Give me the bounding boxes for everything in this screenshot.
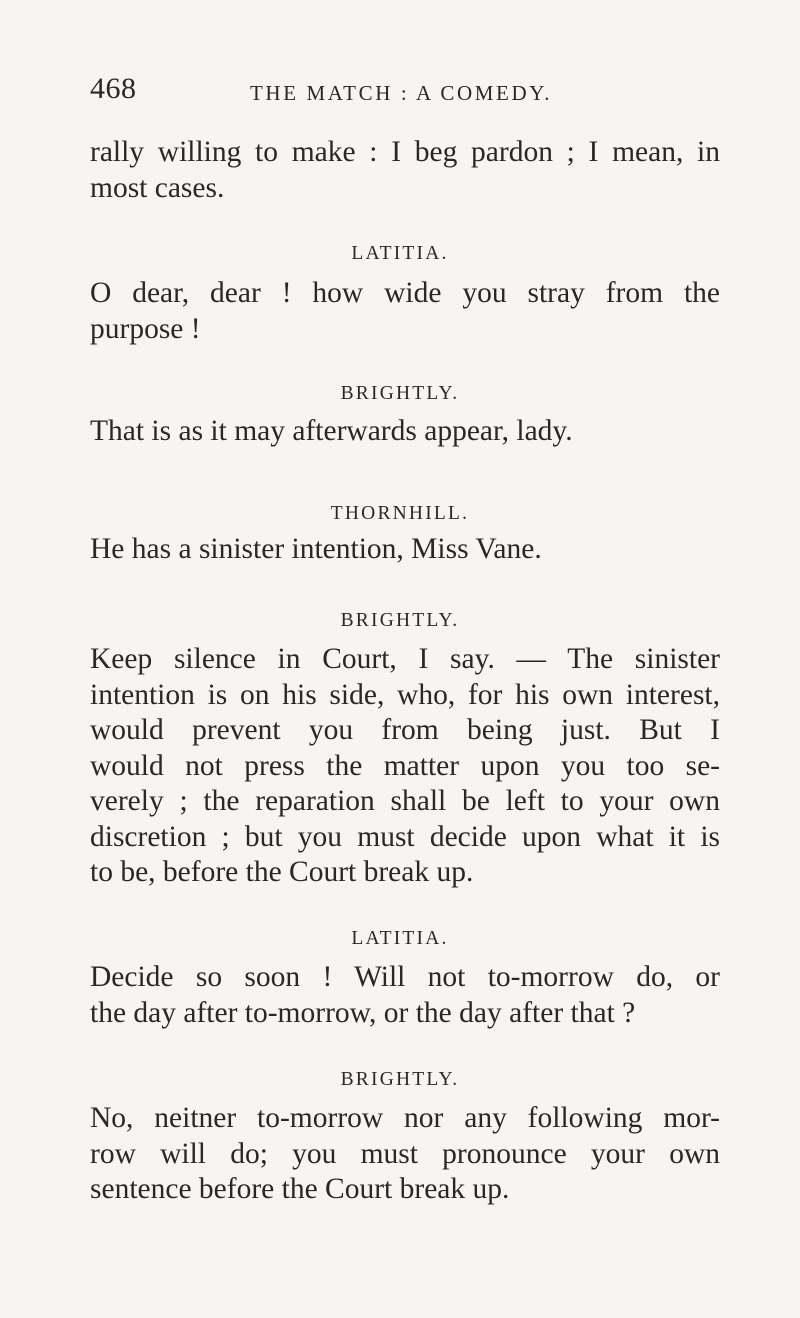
speaker-name: BRIGHTLY. <box>340 1069 460 1090</box>
speech-block <box>90 1101 720 1208</box>
speech-block <box>90 532 720 568</box>
speech-block <box>90 414 720 450</box>
speech-text <box>90 532 720 568</box>
text-line: He has a sinister intention, Miss Vane. <box>90 533 542 565</box>
text-line: would not press the matter upon you too se- <box>90 749 720 782</box>
page-number: 468 <box>90 72 137 105</box>
text-line: intention is on his side, who, for his own interest, <box>90 678 720 711</box>
speech-block <box>90 276 720 347</box>
text-line: the day after to-morrow, or the day after that ? <box>90 996 636 1029</box>
text-line: to be, before the Court break up. <box>90 856 474 888</box>
text-line: rally willing to make : I beg pardon ; I mean, in <box>90 136 720 168</box>
text-line: Decide so soon ! Will not to-morrow do, or <box>90 961 720 993</box>
speech-block <box>90 960 720 1031</box>
text-line: sentence before the Court break up. <box>90 1173 510 1205</box>
speech-block <box>90 642 720 891</box>
speaker-name: THORNHILL. <box>330 503 470 524</box>
speaker-name: LATITIA. <box>351 243 449 264</box>
text-line: That is as it may afterwards appear, lady. <box>90 415 573 447</box>
speech-continuation <box>90 135 720 206</box>
speech-text <box>90 1101 720 1208</box>
speech-text <box>90 414 720 450</box>
speaker-name: BRIGHTLY. <box>340 610 460 631</box>
speech-text <box>90 135 720 206</box>
text-line: most cases. <box>90 171 225 204</box>
page-header <box>90 72 720 112</box>
speech-text <box>90 642 720 891</box>
speech-text <box>90 276 720 347</box>
text-line: would prevent you from being just. But I <box>90 714 720 746</box>
running-title: THE MATCH : A COMEDY. <box>250 81 553 105</box>
speech-text <box>90 960 720 1031</box>
speaker-name: BRIGHTLY. <box>340 383 460 404</box>
text-line: row will do; you must pronounce your own <box>90 1137 720 1170</box>
text-line: No, neitner to-morrow nor any following mor- <box>90 1102 720 1134</box>
text-line: discretion ; but you must decide upon what it is <box>90 820 720 853</box>
text-line: purpose ! <box>90 312 201 345</box>
speaker-name: LATITIA. <box>351 928 449 949</box>
text-line: Keep silence in Court, I say. — The sinister <box>90 643 720 675</box>
text-line: O dear, dear ! how wide you stray from the <box>90 277 720 309</box>
text-line: verely ; the reparation shall be left to your own <box>90 785 720 817</box>
